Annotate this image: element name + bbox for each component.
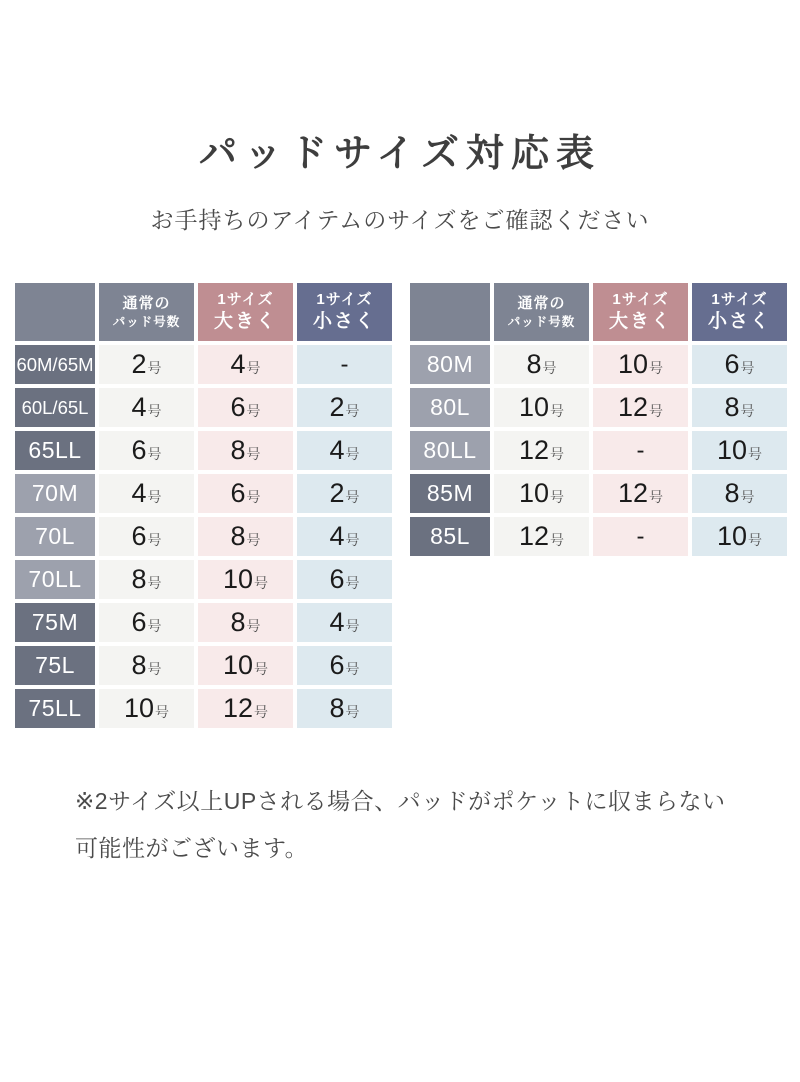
column-header-normal (99, 283, 194, 341)
column-header-normal-line1: 通常の (517, 294, 566, 312)
pad-size-cell-smaller: 10号 (692, 517, 787, 556)
pad-size-cell-bigger: 6号 (198, 474, 293, 513)
row-size-label: 70M (15, 474, 95, 513)
corner-cell (15, 283, 95, 341)
pad-size-cell-smaller: 4号 (297, 603, 392, 642)
column-header-normal-line1: 通常の (122, 294, 171, 312)
pad-size-cell-normal: 4号 (99, 388, 194, 427)
row-size-label: 85M (410, 474, 490, 513)
pad-size-cell-smaller: 4号 (297, 431, 392, 470)
row-size-label: 60M/65M (15, 345, 95, 384)
size-tables-container (0, 279, 800, 732)
pad-size-cell-normal: 10号 (494, 474, 589, 513)
table-header-row (15, 283, 392, 341)
table-row (15, 345, 392, 384)
table-body-left (15, 345, 392, 728)
table-row (410, 474, 787, 513)
pad-size-cell-smaller: 8号 (692, 388, 787, 427)
column-header-smaller-line2: 小さく (312, 311, 376, 332)
pad-size-cell-normal: 2号 (99, 345, 194, 384)
column-header-bigger-line1: 1サイズ (217, 291, 274, 308)
footnote-line1: ※2サイズ以上UPされる場合、パッドがポケットに収まらない (75, 788, 726, 814)
column-header-bigger-line2: 大きく (213, 311, 277, 332)
column-header-smaller (297, 283, 392, 341)
page-subtitle: お手持ちのアイテムのサイズをご確認ください (150, 207, 650, 233)
pad-size-cell-normal: 12号 (494, 517, 589, 556)
table-header-row (410, 283, 787, 341)
row-size-label: 70L (15, 517, 95, 556)
column-header-normal-line2: パッド号数 (507, 314, 576, 329)
table-body-right (410, 345, 787, 556)
pad-size-cell-bigger: 10号 (198, 560, 293, 599)
pad-size-cell-bigger: - (593, 517, 688, 556)
pad-size-cell-bigger: 4号 (198, 345, 293, 384)
pad-size-cell-normal: 8号 (99, 560, 194, 599)
table-row (410, 345, 787, 384)
pad-size-cell-smaller: 6号 (297, 560, 392, 599)
pad-size-cell-bigger: 12号 (593, 388, 688, 427)
pad-size-cell-normal: 10号 (494, 388, 589, 427)
row-size-label: 80L (410, 388, 490, 427)
pad-size-cell-smaller: 4号 (297, 517, 392, 556)
row-size-label: 65LL (15, 431, 95, 470)
pad-size-cell-smaller: 2号 (297, 388, 392, 427)
page-title: パッドサイズ対応表 (199, 133, 601, 175)
pad-size-cell-bigger: 6号 (198, 388, 293, 427)
row-size-label: 80M (410, 345, 490, 384)
row-size-label: 70LL (15, 560, 95, 599)
table-row (15, 431, 392, 470)
pad-size-cell-normal: 4号 (99, 474, 194, 513)
column-header-smaller-line2: 小さく (707, 311, 771, 332)
pad-size-cell-bigger: 8号 (198, 517, 293, 556)
pad-size-cell-normal: 6号 (99, 431, 194, 470)
table-row (15, 603, 392, 642)
column-header-bigger (593, 283, 688, 341)
row-size-label: 75M (15, 603, 95, 642)
row-size-label: 80LL (410, 431, 490, 470)
column-header-normal-line2: パッド号数 (112, 314, 181, 329)
footnote (75, 778, 800, 872)
pad-size-cell-smaller: 8号 (297, 689, 392, 728)
pad-size-cell-bigger: 12号 (198, 689, 293, 728)
row-size-label: 60L/65L (15, 388, 95, 427)
table-row (15, 646, 392, 685)
pad-size-cell-smaller: 8号 (692, 474, 787, 513)
footnote-line2: 可能性がございます。 (75, 835, 309, 861)
table-row (410, 388, 787, 427)
column-header-smaller-line1: 1サイズ (711, 291, 768, 308)
pad-size-cell-normal: 6号 (99, 517, 194, 556)
pad-size-cell-normal: 8号 (494, 345, 589, 384)
pad-size-cell-bigger: 8号 (198, 603, 293, 642)
table-row (15, 689, 392, 728)
table-row (15, 560, 392, 599)
pad-size-cell-smaller: - (297, 345, 392, 384)
table-row (15, 474, 392, 513)
column-header-normal (494, 283, 589, 341)
column-header-bigger (198, 283, 293, 341)
table-row (15, 517, 392, 556)
row-size-label: 85L (410, 517, 490, 556)
row-size-label: 75L (15, 646, 95, 685)
pad-size-cell-normal: 8号 (99, 646, 194, 685)
row-size-label: 75LL (15, 689, 95, 728)
pad-size-table-left (11, 279, 396, 732)
pad-size-table-right (406, 279, 791, 560)
table-row (410, 431, 787, 470)
pad-size-cell-smaller: 2号 (297, 474, 392, 513)
pad-size-cell-smaller: 10号 (692, 431, 787, 470)
column-header-bigger-line2: 大きく (608, 311, 672, 332)
pad-size-cell-bigger: 8号 (198, 431, 293, 470)
pad-size-cell-normal: 6号 (99, 603, 194, 642)
table-row (15, 388, 392, 427)
pad-size-cell-normal: 10号 (99, 689, 194, 728)
pad-size-cell-smaller: 6号 (692, 345, 787, 384)
pad-size-cell-smaller: 6号 (297, 646, 392, 685)
pad-size-cell-normal: 12号 (494, 431, 589, 470)
column-header-smaller (692, 283, 787, 341)
pad-size-cell-bigger: 10号 (593, 345, 688, 384)
pad-size-cell-bigger: 12号 (593, 474, 688, 513)
corner-cell (410, 283, 490, 341)
pad-size-cell-bigger: - (593, 431, 688, 470)
pad-size-cell-bigger: 10号 (198, 646, 293, 685)
table-row (410, 517, 787, 556)
column-header-bigger-line1: 1サイズ (612, 291, 669, 308)
column-header-smaller-line1: 1サイズ (316, 291, 373, 308)
